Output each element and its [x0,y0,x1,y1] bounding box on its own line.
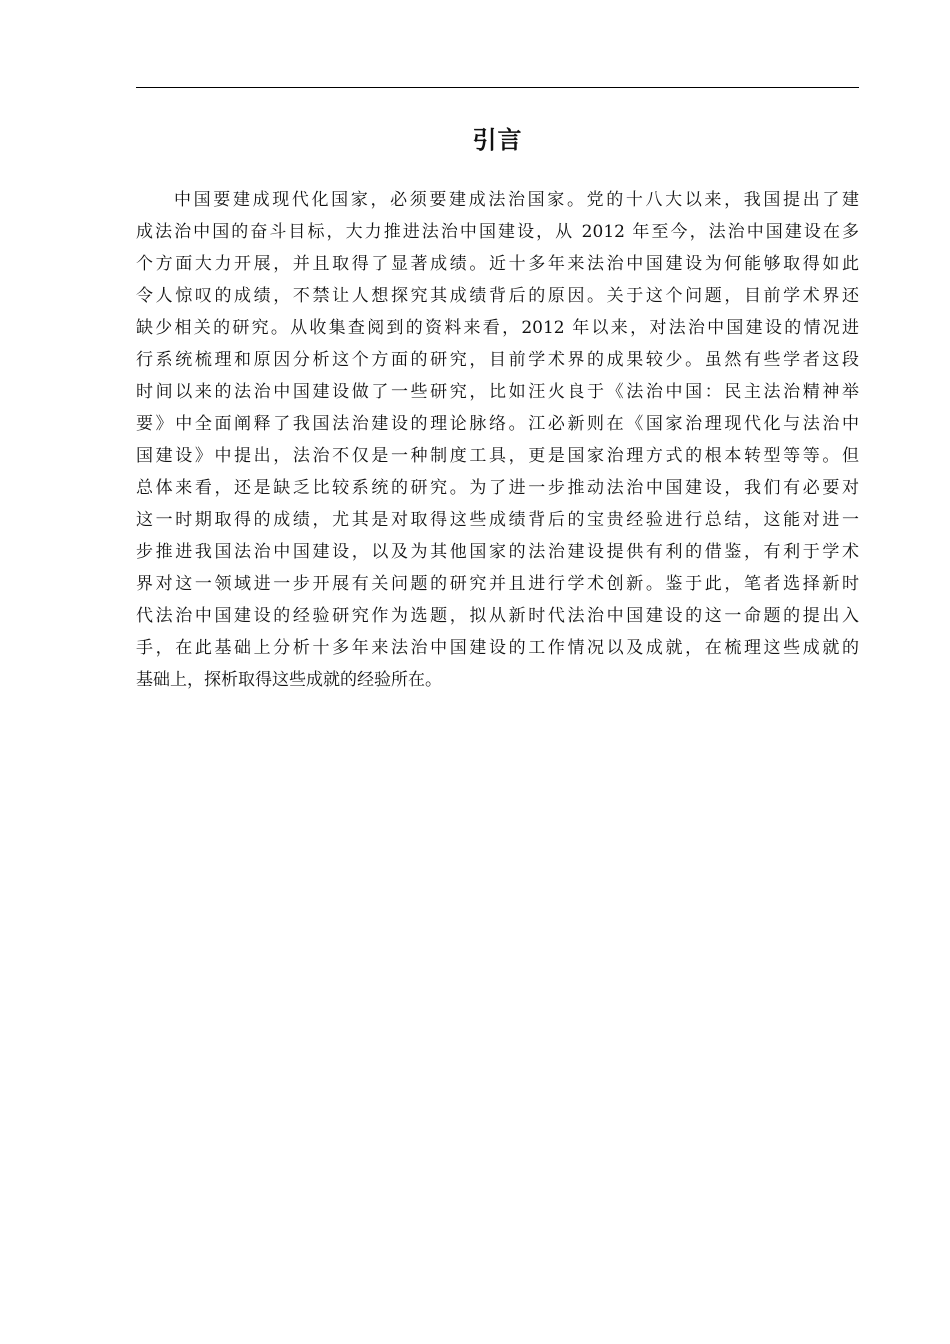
paragraph-line: 代法治中国建设的经验研究作为选题，拟从新时代法治中国建设的这一命题的提出入 [136,606,859,626]
paragraph-line: 步推进我国法治中国建设，以及为其他国家的法治建设提供有利的借鉴，有利于学术 [136,542,859,562]
header-rule [136,87,859,88]
paragraph-line: 界对这一领域进一步开展有关问题的研究并且进行学术创新。鉴于此，笔者选择新时 [136,574,859,594]
body-paragraph [136,184,859,696]
section-title: 引言 [472,126,523,154]
paragraph-line: 缺少相关的研究。从收集查阅到的资料来看，2012 年以来，对法治中国建设的情况进 [136,318,859,338]
paragraph-line: 时间以来的法治中国建设做了一些研究，比如汪火良于《法治中国：民主法治精神举 [136,382,859,402]
paragraph-line: 要》中全面阐释了我国法治建设的理论脉络。江必新则在《国家治理现代化与法治中 [136,414,859,434]
paragraph-line: 总体来看，还是缺乏比较系统的研究。为了进一步推动法治中国建设，我们有必要对 [136,478,859,498]
paragraph-line: 这一时期取得的成绩，尤其是对取得这些成绩背后的宝贵经验进行总结，这能对进一 [136,510,859,530]
paragraph-line: 令人惊叹的成绩，不禁让人想探究其成绩背后的原因。关于这个问题，目前学术界还 [136,286,859,306]
paragraph-line: 行系统梳理和原因分析这个方面的研究，目前学术界的成果较少。虽然有些学者这段 [136,350,859,370]
paragraph-line: 基础上，探析取得这些成就的经验所在。 [136,670,442,690]
paragraph-line: 成法治中国的奋斗目标，大力推进法治中国建设，从 2012 年至今，法治中国建设在多 [136,222,859,242]
paragraph-line: 中国要建成现代化国家，必须要建成法治国家。党的十八大以来，我国提出了建 [174,190,859,210]
paragraph-line: 国建设》中提出，法治不仅是一种制度工具，更是国家治理方式的根本转型等等。但 [136,446,859,466]
paragraph-line: 个方面大力开展，并且取得了显著成绩。近十多年来法治中国建设为何能够取得如此 [136,254,859,274]
paragraph-line: 手，在此基础上分析十多年来法治中国建设的工作情况以及成就，在梳理这些成就的 [136,638,859,658]
